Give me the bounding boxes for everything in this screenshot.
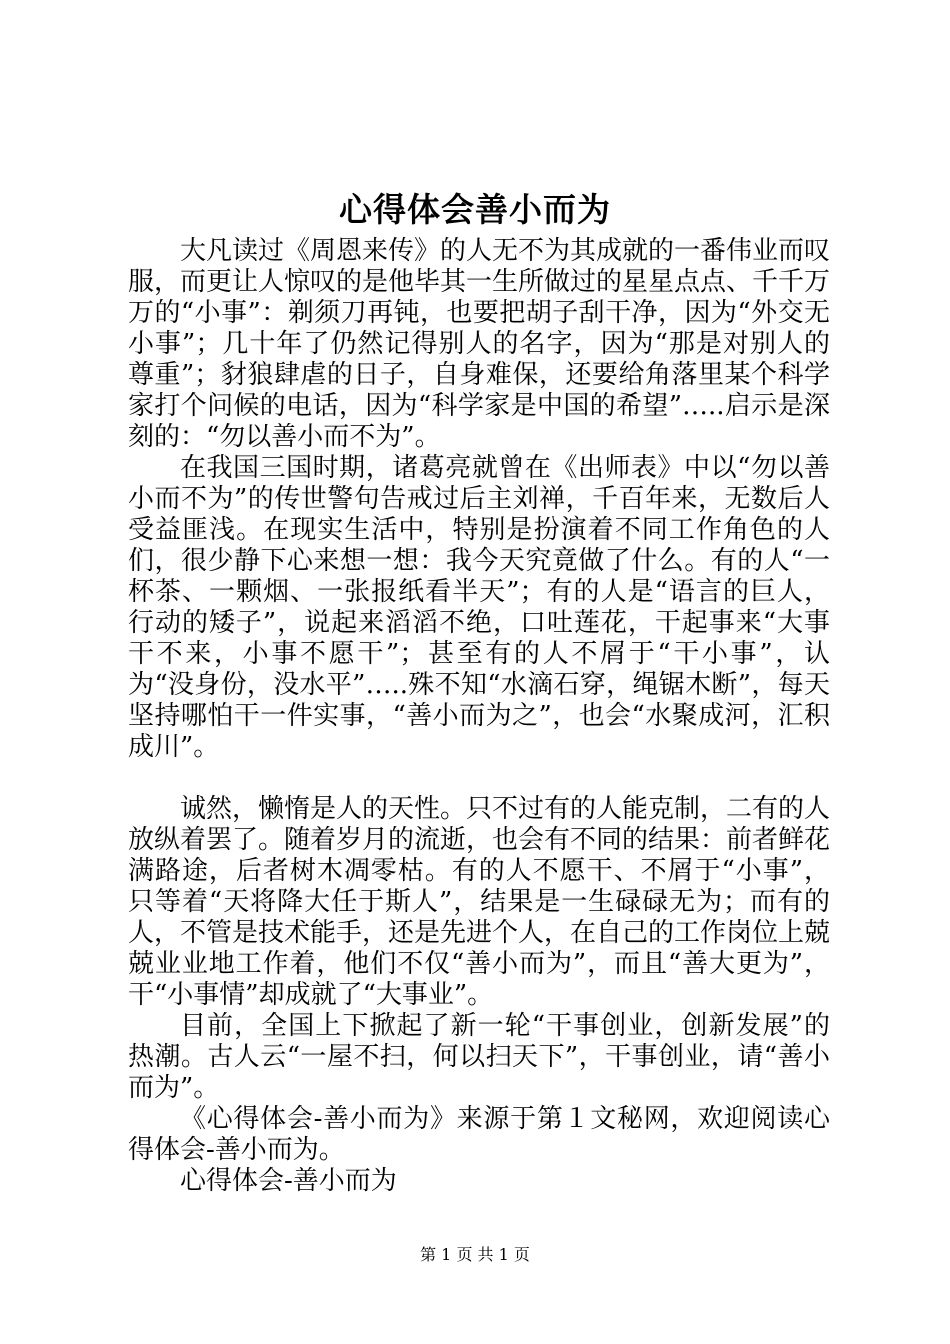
paragraph-1: 大凡读过《周恩来传》的人无不为其成就的一番伟业而叹服，而更让人惊叹的是他毕其一生所做过的星星点点、千千万万的“小事”：剃须刀再钝，也要把胡子刮干净，因为“外交无小事”；几十年了仍然记得别人的名字，因为“那是对别人的尊重”；豺狼肆虐的日子，自身难保，还要给角落里某个科学家打个问候的电话，因为“科学家是中国的希望”…..启示是深刻的：“勿以善小而不为”。 — [128, 236, 831, 452]
page-number-footer: 第 1 页 共 1 页 — [420, 1245, 530, 1264]
document-title: 心得体会善小而为 — [339, 190, 611, 229]
paragraph-spacer — [128, 763, 830, 794]
document-body — [128, 236, 830, 1197]
paragraph-2: 在我国三国时期，诸葛亮就曾在《出师表》中以“勿以善小而不为”的传世警句告戒过后主刘禅，千百年来，无数后人受益匪浅。在现实生活中，特别是扮演着不同工作角色的人们，很少静下心来想一想：我今天究竟做了什么。有的人“一杯茶、一颗烟、一张报纸看半天”；有的人是“语言的巨人，行动的矮子”，说起来滔滔不绝，口吐莲花，干起事来“大事干不来，小事不愿干”；甚至有的人不屑于“干小事”，认为“没身份，没水平”…..殊不知“水滴石穿，绳锯木断”，每天坚持哪怕干一件实事，“善小而为之”，也会“水聚成河，汇积成川”。 — [128, 453, 830, 762]
paragraph-5: 《心得体会-善小而为》来源于第１文秘网，欢迎阅读心得体会-善小而为。 — [128, 1104, 830, 1165]
paragraph-6: 心得体会-善小而为 — [180, 1166, 397, 1196]
paragraph-3: 诚然，懒惰是人的天性。只不过有的人能克制，二有的人放纵着罢了。随着岁月的流逝，也会有不同的结果：前者鲜花满路途，后者树木凋零枯。有的人不愿干、不屑于“小事”，只等着“天将降大任于斯人”，结果是一生碌碌无为；而有的人，不管是技术能手，还是先进个人，在自己的工作岗位上兢兢业业地工作着，他们不仅“善小而为”，而且“善大更为”，干“小事情”却成就了“大事业”。 — [128, 794, 831, 1010]
paragraph-4: 目前，全国上下掀起了新一轮“干事创业，创新发展”的热潮。古人云“一屋不扫，何以扫天下”，干事创业，请“善小而为”。 — [128, 1011, 830, 1103]
